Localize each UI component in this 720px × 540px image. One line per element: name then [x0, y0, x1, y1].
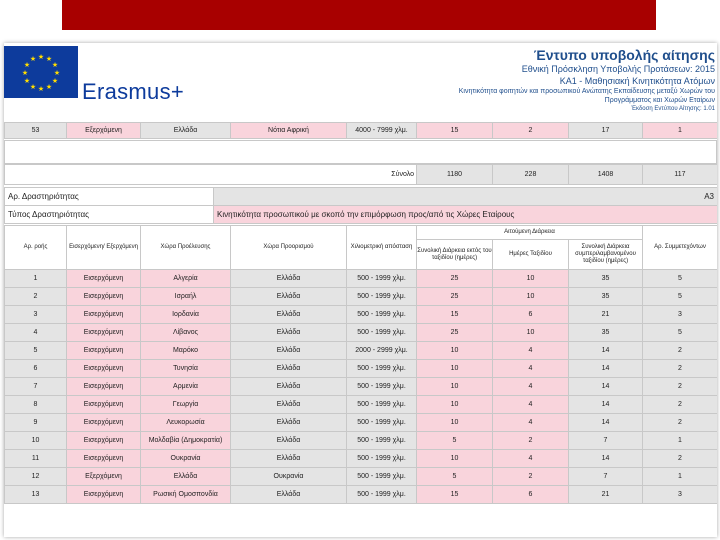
table-cell: Ελλάδα — [231, 288, 347, 306]
table-cell: 14 — [569, 342, 643, 360]
table-cell[interactable]: 10 — [417, 396, 493, 414]
table-cell: 6 — [5, 360, 67, 378]
svg-text:★: ★ — [51, 61, 59, 69]
col-header: Χώρα Προέλευσης — [141, 226, 231, 270]
table-cell: 21 — [569, 486, 643, 504]
table-cell[interactable]: 2 — [493, 468, 569, 486]
table-cell: 1 — [643, 468, 718, 486]
table-cell: 3 — [5, 306, 67, 324]
total-cell: 228 — [493, 165, 569, 185]
table-cell[interactable]: Λευκορωσία — [141, 414, 231, 432]
table-cell[interactable]: Εισερχόμενη — [67, 270, 141, 288]
table-cell: 500 - 1999 χλμ. — [347, 414, 417, 432]
table-cell: 8 — [5, 396, 67, 414]
table-cell: 21 — [569, 306, 643, 324]
form-version: Έκδοση Εντύπου Αίτησης: 1.01 — [631, 106, 715, 112]
table-cell[interactable]: 6 — [493, 486, 569, 504]
cell: 17 — [569, 123, 643, 139]
table-cell: Ελλάδα — [231, 414, 347, 432]
eu-flag-icon — [4, 46, 78, 98]
table-row — [5, 123, 718, 139]
table-cell[interactable]: Εξερχόμενη — [67, 468, 141, 486]
svg-text:★: ★ — [51, 77, 59, 85]
table-cell[interactable]: 4 — [493, 378, 569, 396]
previous-flow-table — [4, 122, 717, 139]
table-cell: 2 — [5, 288, 67, 306]
table-cell[interactable]: 4 — [493, 450, 569, 468]
cell: 53 — [5, 123, 67, 139]
cell[interactable]: Εξερχόμενη — [67, 123, 141, 139]
table-cell: Ελλάδα — [231, 486, 347, 504]
table-cell: 35 — [569, 288, 643, 306]
table-cell: 2 — [643, 450, 718, 468]
cell[interactable]: 2 — [493, 123, 569, 139]
col-header: Χώρα Προορισμού — [231, 226, 347, 270]
table-cell[interactable]: 4 — [493, 414, 569, 432]
table-cell[interactable]: 10 — [417, 414, 493, 432]
table-cell: 2 — [643, 342, 718, 360]
table-cell: 14 — [569, 378, 643, 396]
table-row — [5, 414, 718, 432]
table-cell: Ελλάδα — [231, 306, 347, 324]
total-cell: 1180 — [417, 165, 493, 185]
table-cell[interactable]: Ισραήλ — [141, 288, 231, 306]
document-page — [4, 43, 717, 537]
table-cell: 5 — [643, 270, 718, 288]
table-row — [5, 450, 718, 468]
table-cell[interactable]: 25 — [417, 270, 493, 288]
table-cell: 5 — [5, 342, 67, 360]
table-cell[interactable]: Εισερχόμενη — [67, 306, 141, 324]
table-cell[interactable]: 6 — [493, 306, 569, 324]
col-header: Συνολική Διάρκεια εκτός του ταξιδίου (ημέρες) — [417, 240, 493, 270]
table-cell[interactable]: Εισερχόμενη — [67, 450, 141, 468]
table-cell: 5 — [643, 288, 718, 306]
table-cell: 4 — [5, 324, 67, 342]
title-bar — [62, 0, 656, 30]
table-cell: 10 — [5, 432, 67, 450]
table-cell[interactable]: Εισερχόμενη — [67, 414, 141, 432]
svg-text:★: ★ — [37, 85, 45, 93]
table-cell[interactable]: Εισερχόμενη — [67, 288, 141, 306]
table-cell: 9 — [5, 414, 67, 432]
table-cell: 14 — [569, 414, 643, 432]
table-cell: 11 — [5, 450, 67, 468]
table-cell: 500 - 1999 χλμ. — [347, 396, 417, 414]
table-cell[interactable]: 25 — [417, 324, 493, 342]
table-cell: 2 — [643, 414, 718, 432]
table-cell[interactable]: 10 — [417, 360, 493, 378]
table-cell: 14 — [569, 396, 643, 414]
svg-text:★: ★ — [23, 61, 31, 69]
table-cell: 3 — [643, 486, 718, 504]
table-cell: 2000 - 2999 χλμ. — [347, 342, 417, 360]
table-cell[interactable]: 4 — [493, 360, 569, 378]
table-cell[interactable]: Εισερχόμενη — [67, 378, 141, 396]
form-title: Έντυπο υποβολής αίτησης — [533, 47, 715, 63]
form-program-2: Προγράμματος και Χωρών Εταίρων — [604, 97, 715, 104]
svg-text:★: ★ — [45, 83, 53, 91]
table-cell: 500 - 1999 χλμ. — [347, 378, 417, 396]
table-row — [5, 306, 718, 324]
table-cell[interactable]: Ελλάδα — [141, 468, 231, 486]
totals-label: Σύνολο — [5, 165, 417, 185]
totals-row — [5, 165, 718, 185]
cell: Ελλάδα — [141, 123, 231, 139]
col-header: Ημέρες Ταξιδίου — [493, 240, 569, 270]
cell: 4000 - 7999 χλμ. — [347, 123, 417, 139]
table-cell[interactable]: Εισερχόμενη — [67, 432, 141, 450]
table-cell: 500 - 1999 χλμ. — [347, 360, 417, 378]
cell[interactable]: 1 — [643, 123, 718, 139]
table-cell[interactable]: Εισερχόμενη — [67, 360, 141, 378]
table-cell: 7 — [569, 432, 643, 450]
form-header — [459, 47, 715, 113]
table-cell[interactable]: 15 — [417, 306, 493, 324]
table-cell[interactable]: 10 — [417, 378, 493, 396]
table-cell[interactable]: Λίβανος — [141, 324, 231, 342]
table-cell[interactable]: 10 — [493, 270, 569, 288]
table-cell[interactable]: Γεωργία — [141, 396, 231, 414]
table-cell[interactable]: 25 — [417, 288, 493, 306]
table-cell: 3 — [643, 306, 718, 324]
col-header: Αρ. ροής — [5, 226, 67, 270]
table-cell[interactable]: 10 — [417, 450, 493, 468]
form-call: Εθνική Πρόσκληση Υποβολής Προτάσεων: 2015 — [521, 64, 715, 74]
svg-text:★: ★ — [29, 55, 37, 63]
activity-no-row — [5, 188, 718, 206]
col-header: Χιλιομετρική απόσταση — [347, 226, 417, 270]
table-cell: 500 - 1999 χλμ. — [347, 468, 417, 486]
table-cell: 1 — [643, 432, 718, 450]
table-cell[interactable]: 10 — [417, 342, 493, 360]
table-row — [5, 396, 718, 414]
table-cell: 13 — [5, 486, 67, 504]
table-cell: 500 - 1999 χλμ. — [347, 270, 417, 288]
table-cell: 500 - 1999 χλμ. — [347, 306, 417, 324]
table-cell: Ελλάδα — [231, 270, 347, 288]
table-row — [5, 324, 718, 342]
table-row — [5, 360, 718, 378]
total-cell: 117 — [643, 165, 718, 185]
table-cell[interactable]: 4 — [493, 396, 569, 414]
col-header: Συνολική Διάρκεια συμπεριλαμβανομένου ταξιδίου (ημέρες) — [569, 240, 643, 270]
table-cell: Ελλάδα — [231, 450, 347, 468]
group-header: Αιτούμενη Διάρκεια — [417, 226, 643, 240]
table-cell[interactable]: Αρμενία — [141, 378, 231, 396]
table-cell: 14 — [569, 450, 643, 468]
table-cell: 35 — [569, 324, 643, 342]
table-cell: 2 — [643, 360, 718, 378]
table-cell: 500 - 1999 χλμ. — [347, 288, 417, 306]
activity-no-label: Αρ. Δραστηριότητας — [5, 188, 214, 206]
cell[interactable]: 15 — [417, 123, 493, 139]
cell[interactable]: Νότια Αφρική — [231, 123, 347, 139]
table-cell: Ελλάδα — [231, 396, 347, 414]
form-action: ΚΑ1 - Μαθησιακή Κινητικότητα Ατόμων — [559, 76, 715, 86]
svg-text:★: ★ — [37, 53, 45, 61]
table-cell[interactable]: 10 — [493, 324, 569, 342]
table-cell[interactable]: 10 — [493, 288, 569, 306]
spacer-row — [4, 140, 717, 164]
table-cell[interactable]: Μολδαβία (Δημοκρατία) — [141, 432, 231, 450]
table-cell[interactable]: 4 — [493, 342, 569, 360]
table-cell: 35 — [569, 270, 643, 288]
col-header: Αρ. Συμμετεχόντων — [643, 226, 718, 270]
table-row — [5, 288, 718, 306]
activity-type-value[interactable]: Κινητικότητα προσωπικού με σκοπό την επιμόρφωση προς/από τις Χώρες Εταίρους — [214, 206, 718, 224]
table-cell: 500 - 1999 χλμ. — [347, 486, 417, 504]
table-cell: 2 — [643, 378, 718, 396]
form-program: Κινητικότητα φοιτητών και προσωπικού Ανώτατης Εκπαίδευσης μεταξύ Χωρών του — [458, 88, 715, 95]
table-cell[interactable]: 15 — [417, 486, 493, 504]
table-cell: 14 — [569, 360, 643, 378]
table-cell[interactable]: Εισερχόμενη — [67, 486, 141, 504]
activity-info-table — [4, 187, 717, 224]
table-row — [5, 432, 718, 450]
table-cell: 500 - 1999 χλμ. — [347, 432, 417, 450]
table-cell: 500 - 1999 χλμ. — [347, 324, 417, 342]
svg-text:★: ★ — [23, 77, 31, 85]
header-row — [5, 226, 718, 240]
table-row — [5, 468, 718, 486]
table-cell: Ελλάδα — [231, 342, 347, 360]
table-cell[interactable]: Αλγερία — [141, 270, 231, 288]
table-row — [5, 342, 718, 360]
table-cell: Ελλάδα — [231, 432, 347, 450]
brand-name: Erasmus+ — [82, 79, 185, 104]
table-cell: Ελλάδα — [231, 378, 347, 396]
table-cell: Ελλάδα — [231, 324, 347, 342]
table-cell[interactable]: Εισερχόμενη — [67, 342, 141, 360]
table-cell: Ελλάδα — [231, 360, 347, 378]
table-cell: 7 — [5, 378, 67, 396]
total-cell: 1408 — [569, 165, 643, 185]
table-cell[interactable]: Εισερχόμενη — [67, 396, 141, 414]
svg-text:★: ★ — [45, 55, 53, 63]
table-cell: 500 - 1999 χλμ. — [347, 450, 417, 468]
table-cell: 12 — [5, 468, 67, 486]
table-cell: 1 — [5, 270, 67, 288]
table-cell: 7 — [569, 468, 643, 486]
table-cell: 5 — [643, 324, 718, 342]
table-cell[interactable]: Εισερχόμενη — [67, 324, 141, 342]
table-cell[interactable]: 5 — [417, 432, 493, 450]
activity-type-label: Τύπος Δραστηριότητας — [5, 206, 214, 224]
table-row — [5, 378, 718, 396]
svg-text:★: ★ — [53, 69, 61, 77]
table-row — [5, 486, 718, 504]
table-cell: 2 — [643, 396, 718, 414]
table-cell[interactable]: Ιορδανία — [141, 306, 231, 324]
activity-no-value: A3 — [214, 188, 718, 206]
svg-text:★: ★ — [21, 69, 29, 77]
svg-text:★: ★ — [29, 83, 37, 91]
table-cell: Ουκρανία — [231, 468, 347, 486]
table-cell[interactable]: 2 — [493, 432, 569, 450]
table-cell[interactable]: 5 — [417, 468, 493, 486]
totals-table — [4, 164, 717, 185]
table-cell[interactable]: Ουκρανία — [141, 450, 231, 468]
col-header: Εισερχόμενη/ Εξερχόμενη — [67, 226, 141, 270]
table-row — [5, 270, 718, 288]
table-cell[interactable]: Ρωσική Ομοσπονδία — [141, 486, 231, 504]
table-cell[interactable]: Μαρόκο — [141, 342, 231, 360]
mobility-flows-table — [4, 225, 717, 504]
activity-type-row — [5, 206, 718, 224]
table-cell[interactable]: Τυνησία — [141, 360, 231, 378]
